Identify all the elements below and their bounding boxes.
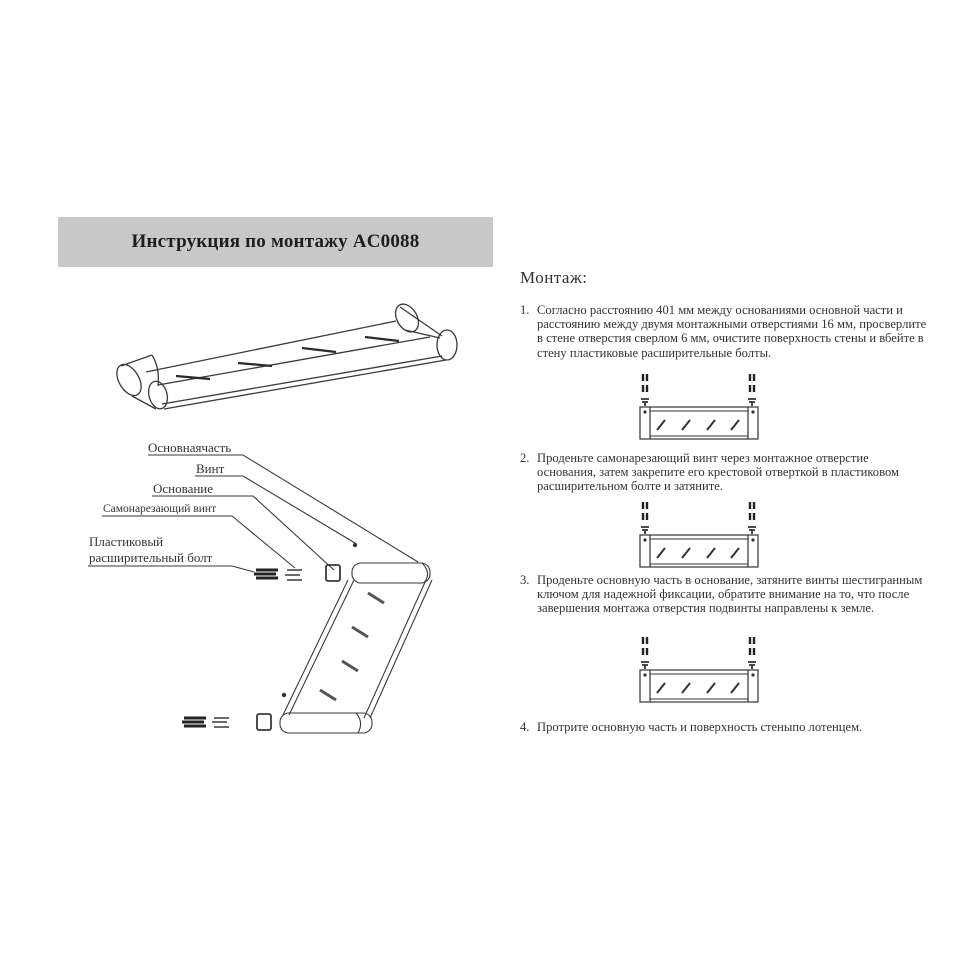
- step-text: Протрите основную часть и поверхность стеныпо лотенцем.: [537, 720, 863, 734]
- label-plastic-anchor-line1: Пластиковый: [89, 534, 164, 549]
- label-screw: Винт: [196, 461, 225, 476]
- section-heading: Монтаж:: [520, 268, 588, 287]
- step-number: 4.: [520, 720, 530, 734]
- label-plastic-anchor-line2: расширительный болт: [89, 550, 213, 565]
- step-text: Проденьте основную часть в основание, затяните винты шестигранным ключом для надежной фиксации, обратите внимание на то, что после завершения монтажа отверстия подвинты направлены к земле.: [537, 573, 923, 616]
- step-text: Согласно расстоянию 401 мм между основаниями основной части и расстоянию между двумя монтажными отверстиями 16 мм, просверлите в стене отверстия сверлом 6 мм, очистите поверхность стены и вбейте в стену пластиковые расширительные болты.: [537, 303, 927, 360]
- step-number: 1.: [520, 303, 530, 317]
- label-main-part: Основнаячасть: [148, 440, 232, 455]
- label-base: Основание: [153, 481, 214, 496]
- step-number: 2.: [520, 451, 530, 465]
- step-2-diagram: [640, 502, 758, 567]
- step-number: 3.: [520, 573, 530, 587]
- step-3-diagram: [640, 637, 758, 702]
- document-title: Инструкция по монтажу AC0088: [131, 231, 420, 252]
- step-1-diagram: [640, 374, 758, 439]
- label-self-tapping-screw: Самонарезающий винт: [103, 503, 217, 515]
- step-text: Проденьте самонарезающий винт через монтажное отверстие основания, затем закрепите его крестовой отверткой в пластиковом расширительном болте и затяните.: [537, 451, 899, 494]
